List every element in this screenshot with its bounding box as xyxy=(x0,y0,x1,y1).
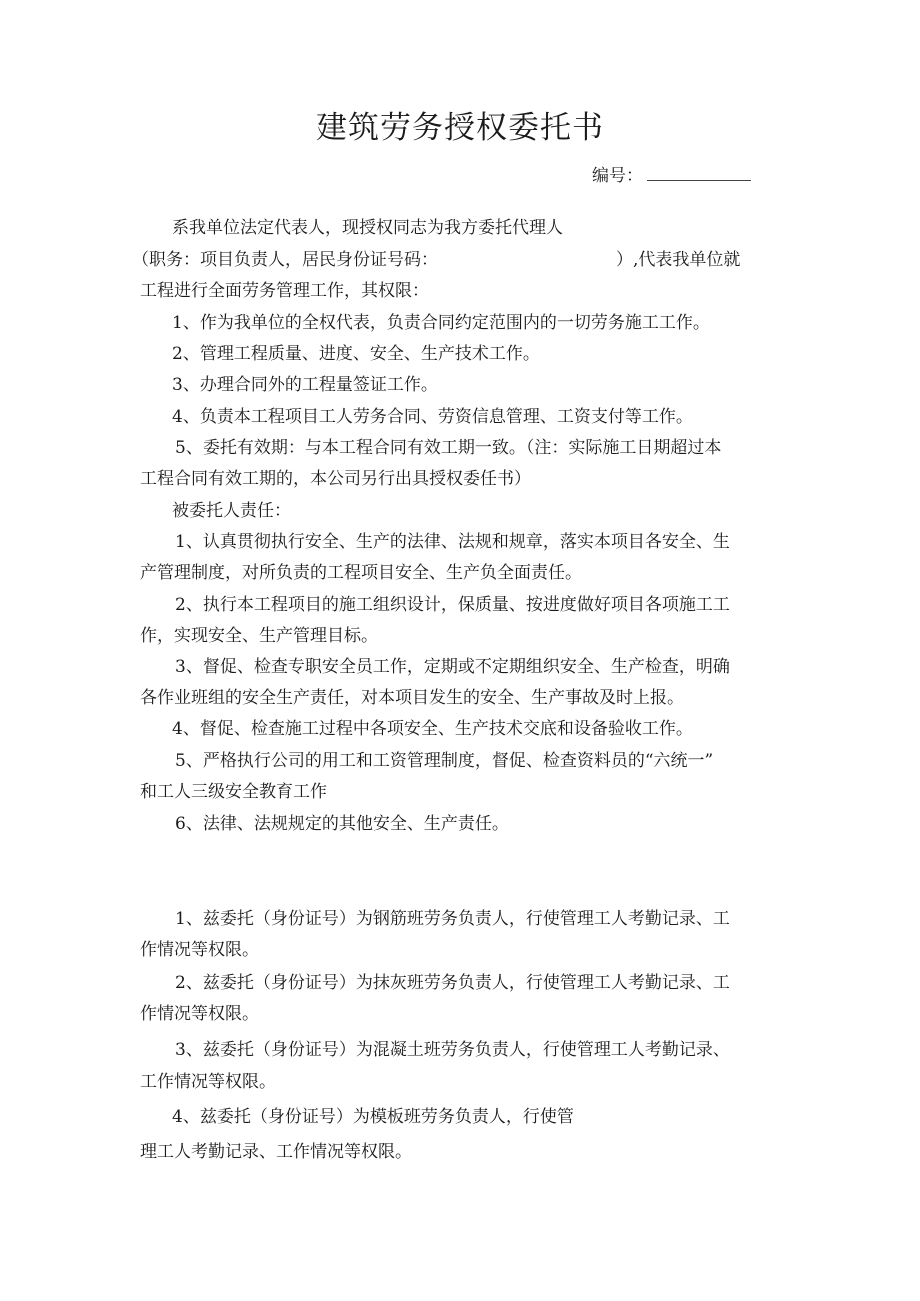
duty-item-1-line-2: 产管理制度，对所负责的工程项目安全、生产负全面责任。 xyxy=(140,563,582,583)
intro-line-1: 系我单位法定代表人，现授权同志为我方委托代理人 xyxy=(172,218,563,238)
power-item-4: 4、负责本工程项目工人劳务合同、劳资信息管理、工资支付等工作。 xyxy=(172,407,693,427)
delegation-item-4-line-1: 4、兹委托（身份证号）为模板班劳务负责人，行使管 xyxy=(172,1107,574,1127)
power-item-3: 3、办理合同外的工程量签证工作。 xyxy=(172,375,438,395)
delegation-item-3-line-1: 3、兹委托（身份证号）为混凝土班劳务负责人，行使管理工人考勤记录、 xyxy=(175,1040,730,1060)
power-item-1: 1、作为我单位的全权代表，负责合同约定范围内的一切劳务施工工作。 xyxy=(172,313,710,333)
delegation-item-3-line-2: 工作情况等权限。 xyxy=(140,1072,276,1092)
intro-line-3: 工程进行全面劳务管理工作，其权限： xyxy=(140,281,429,301)
duty-item-5-line-1: 5、严格执行公司的用工和工资管理制度，督促、检查资料员的“六统一” xyxy=(175,751,714,771)
duty-item-4-line-1: 4、督促、检查施工过程中各项安全、生产技术交底和设备验收工作。 xyxy=(172,719,693,739)
document-title: 建筑劳务授权委托书 xyxy=(316,110,604,146)
document-number-row xyxy=(592,164,751,188)
validity-line-2: 工程合同有效工期的，本公司另行出具授权委任书） xyxy=(140,469,531,489)
intro-line-2-part-a: （职务：项目负责人，居民身份证号码： xyxy=(132,250,438,270)
intro-line-2-part-b: ）,代表我单位就 xyxy=(616,250,741,270)
duty-item-1-line-1: 1、认真贯彻执行安全、生产的法律、法规和规章，落实本项目各安全、生 xyxy=(175,532,730,552)
delegation-item-1-line-2: 作情况等权限。 xyxy=(140,940,259,960)
delegation-item-2-line-2: 作情况等权限。 xyxy=(140,1004,259,1024)
delegation-item-2-line-1: 2、兹委托（身份证号）为抹灰班劳务负责人，行使管理工人考勤记录、工 xyxy=(175,973,730,993)
duties-heading: 被委托人责任： xyxy=(172,501,291,521)
duty-item-3-line-2: 各作业班组的安全生产责任，对本项目发生的安全、生产事故及时上报。 xyxy=(140,688,684,708)
duty-item-6-line-1: 6、法律、法规规定的其他安全、生产责任。 xyxy=(175,814,509,834)
delegation-item-1-line-1: 1、兹委托（身份证号）为钢筋班劳务负责人，行使管理工人考勤记录、工 xyxy=(175,909,730,929)
duty-item-2-line-2: 作，实现安全、生产管理目标。 xyxy=(140,626,378,646)
delegation-item-4-line-2: 理工人考勤记录、工作情况等权限。 xyxy=(140,1142,412,1162)
duty-item-5-line-2: 和工人三级安全教育工作 xyxy=(140,782,327,802)
document-number-label: 编号： xyxy=(592,166,643,186)
document-number-blank xyxy=(647,166,751,181)
power-item-2: 2、管理工程质量、进度、安全、生产技术工作。 xyxy=(172,344,540,364)
duty-item-2-line-1: 2、执行本工程项目的施工组织设计，保质量、按进度做好项目各项施工工 xyxy=(175,595,730,615)
validity-line-1: 5、委托有效期：与本工程合同有效工期一致。（注：实际施工日期超过本 xyxy=(175,438,722,458)
duty-item-3-line-1: 3、督促、检查专职安全员工作，定期或不定期组织安全、生产检查，明确 xyxy=(175,657,730,677)
